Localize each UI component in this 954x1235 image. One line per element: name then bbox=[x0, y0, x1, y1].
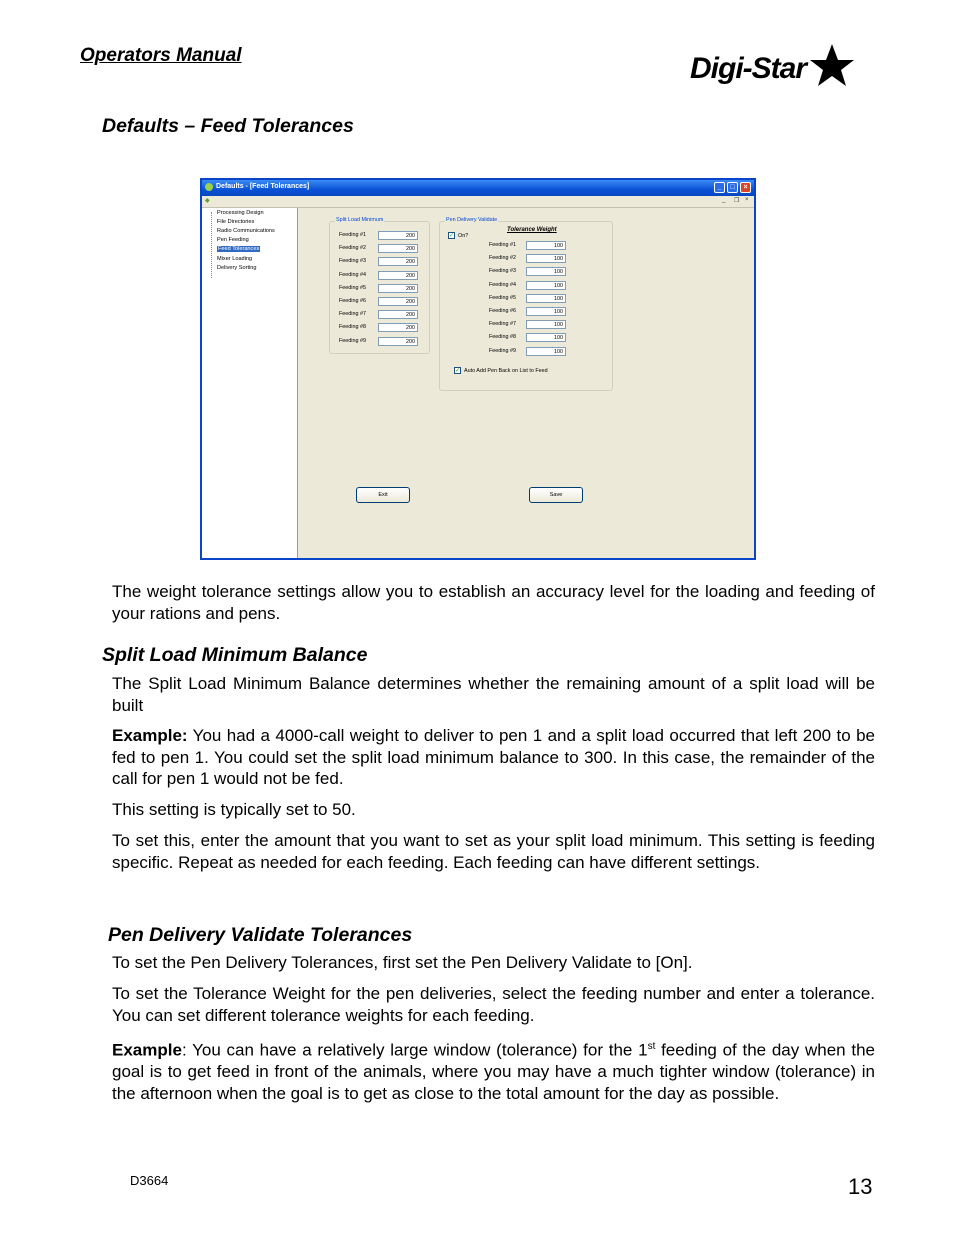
pen-value-field[interactable]: 100 bbox=[526, 281, 566, 290]
pen-value-field[interactable]: 100 bbox=[526, 267, 566, 276]
pen-example-label: Example bbox=[112, 1040, 182, 1060]
defaults-window bbox=[200, 178, 756, 560]
app-icon bbox=[205, 183, 213, 191]
split-label: Feeding #5 bbox=[339, 284, 366, 291]
tree-connector bbox=[211, 212, 212, 278]
split-value-field[interactable]: 200 bbox=[378, 337, 418, 346]
minimize-icon[interactable]: _ bbox=[714, 182, 725, 193]
split-label: Feeding #8 bbox=[339, 324, 366, 331]
split-load-group bbox=[329, 217, 430, 354]
split-label: Feeding #7 bbox=[339, 311, 366, 318]
split-paragraph: The Split Load Minimum Balance determines whether the remaining amount of a split load will be built bbox=[112, 674, 875, 715]
star-icon bbox=[810, 44, 854, 86]
split-label: Feeding #4 bbox=[339, 271, 366, 278]
tolerance-weight-header: Tolerance Weight bbox=[507, 227, 557, 233]
exit-button[interactable]: Exit bbox=[356, 487, 410, 503]
pen-delivery-group bbox=[439, 217, 613, 391]
on-checkbox[interactable]: ✓ bbox=[449, 233, 455, 239]
tree-item-file-directories[interactable]: File Directories bbox=[217, 219, 255, 225]
pen-delivery-group-label: Pen Delivery Validate bbox=[446, 217, 498, 223]
save-button[interactable]: Save bbox=[529, 487, 583, 503]
mdi-restore-icon[interactable]: ❐ bbox=[734, 198, 740, 204]
pen-value-field[interactable]: 100 bbox=[526, 307, 566, 316]
split-instructions: To set this, enter the amount that you want to set as your split load minimum. This setting is feeding specific. Repeat as needed for each feeding. Each feeding can have different settings. bbox=[112, 831, 875, 872]
pen-label: Feeding #9 bbox=[489, 347, 516, 354]
split-value-field[interactable]: 200 bbox=[378, 310, 418, 319]
document-code: D3664 bbox=[130, 1173, 169, 1188]
page-number: 13 bbox=[848, 1174, 873, 1199]
maximize-icon[interactable]: □ bbox=[727, 182, 738, 193]
mdi-icon: ◆ bbox=[205, 198, 210, 204]
pen-example bbox=[112, 1036, 875, 1104]
pen-label: Feeding #4 bbox=[489, 281, 516, 288]
split-heading: Split Load Minimum Balance bbox=[102, 644, 368, 666]
split-value-field[interactable]: 200 bbox=[378, 271, 418, 280]
pen-example-sup: st bbox=[647, 1041, 656, 1052]
tree-item-mixer-loading[interactable]: Mixer Loading bbox=[217, 256, 253, 262]
tree-item-delivery-sorting[interactable]: Delivery Sorting bbox=[217, 265, 257, 271]
split-value-field[interactable]: 200 bbox=[378, 323, 418, 332]
pen-label: Feeding #2 bbox=[489, 255, 516, 262]
split-label: Feeding #9 bbox=[339, 337, 366, 344]
split-label: Feeding #2 bbox=[339, 245, 366, 252]
pen-value-field[interactable]: 100 bbox=[526, 320, 566, 329]
menu-bar bbox=[202, 196, 754, 208]
tree-item-pen-feeding[interactable]: Pen Feeding bbox=[217, 237, 249, 243]
window-title: Defaults - [Feed Tolerances] bbox=[216, 183, 310, 190]
pen-label: Feeding #6 bbox=[489, 308, 516, 314]
pen-paragraph-1: To set the Pen Delivery Tolerances, first set the Pen Delivery Validate to [On]. bbox=[112, 953, 693, 972]
pen-value-field[interactable]: 100 bbox=[526, 254, 566, 263]
auto-add-checkbox[interactable]: ✓ bbox=[455, 368, 461, 374]
tree-item-processing-design[interactable]: Processing Design bbox=[217, 210, 264, 216]
pen-label: Feeding #1 bbox=[489, 242, 516, 248]
split-value-field[interactable]: 200 bbox=[378, 257, 418, 266]
pen-value-field[interactable]: 100 bbox=[526, 294, 566, 303]
split-value-field[interactable]: 200 bbox=[378, 297, 418, 306]
pen-label: Feeding #5 bbox=[489, 294, 516, 301]
tree-item-radio-communications[interactable]: Radio Communications bbox=[217, 228, 275, 234]
pen-paragraph-2: To set the Tolerance Weight for the pen deliveries, select the feeding number and enter a tolerance. You can set different tolerance weights for each feeding. bbox=[112, 984, 875, 1025]
logo-text: Digi-Star bbox=[690, 52, 807, 85]
pen-value-field[interactable]: 100 bbox=[526, 241, 566, 250]
pen-label: Feeding #7 bbox=[489, 321, 516, 328]
split-load-group-label: Split Load Minimum bbox=[336, 217, 384, 223]
section-title: Defaults – Feed Tolerances bbox=[102, 115, 354, 137]
split-value-field[interactable]: 200 bbox=[378, 231, 418, 240]
auto-add-label: Auto Add Pen Back on List to Feed bbox=[464, 368, 548, 374]
split-typical-setting: This setting is typically set to 50. bbox=[112, 800, 356, 819]
tree-item-feed-tolerances[interactable]: Feed Tolerances bbox=[218, 246, 260, 252]
pen-example-post: feeding of the day when the goal is to get feed in front of the animals, where you may have a much tighter window (tolerance) in the afternoon when the goal is to get as close to the total amount for the day as possible. bbox=[112, 1040, 875, 1103]
pen-example-pre: : You can have a relatively large window (tolerance) for the 1 bbox=[181, 1040, 648, 1060]
mdi-minimize-icon[interactable]: _ bbox=[722, 197, 726, 203]
digi-star-logo bbox=[690, 42, 855, 88]
mdi-close-icon[interactable]: × bbox=[745, 197, 749, 203]
intro-paragraph: The weight tolerance settings allow you to establish an accuracy level for the loading and feeding of your rations and pens. bbox=[112, 582, 875, 623]
split-value-field[interactable]: 200 bbox=[378, 244, 418, 253]
split-value-field[interactable]: 200 bbox=[378, 284, 418, 293]
close-icon[interactable]: × bbox=[740, 182, 751, 193]
split-example bbox=[112, 725, 875, 790]
split-label: Feeding #6 bbox=[339, 298, 366, 304]
window-titlebar bbox=[202, 180, 754, 196]
settings-tree bbox=[202, 208, 298, 560]
split-example-text: You had a 4000-call weight to deliver to pen 1 and a split load occurred that left 200 to be fed to pen 1. You could set the split load minimum balance to 300. In this case, the remainder of the call for pen 1 would not be fed. bbox=[112, 726, 875, 788]
split-label: Feeding #3 bbox=[339, 258, 366, 265]
pen-value-field[interactable]: 100 bbox=[526, 347, 566, 356]
pen-heading: Pen Delivery Validate Tolerances bbox=[108, 924, 413, 946]
pen-value-field[interactable]: 100 bbox=[526, 333, 566, 342]
on-label: On? bbox=[458, 233, 469, 239]
pen-label: Feeding #3 bbox=[489, 268, 516, 275]
split-example-label: Example: bbox=[112, 726, 188, 745]
split-label: Feeding #1 bbox=[339, 232, 366, 238]
manual-title: Operators Manual bbox=[80, 45, 242, 66]
pen-label: Feeding #8 bbox=[489, 334, 516, 341]
